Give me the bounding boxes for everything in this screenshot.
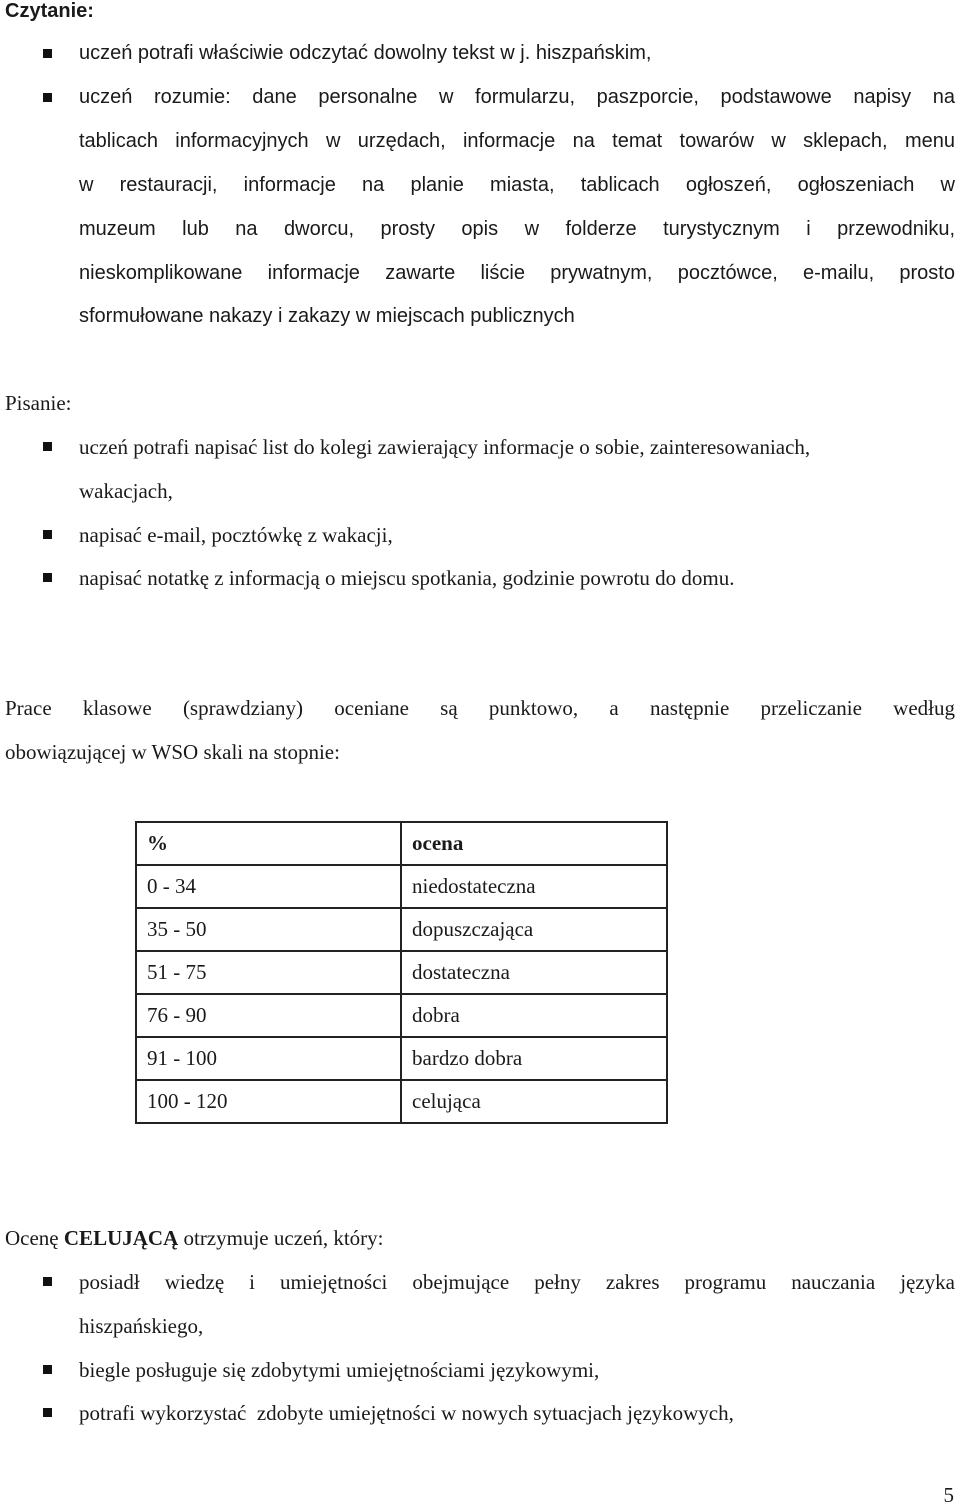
excellent-heading-prefix: Ocenę xyxy=(5,1226,64,1250)
table-header-row xyxy=(136,822,667,865)
bullet-icon xyxy=(43,1365,52,1374)
bullet-icon xyxy=(43,573,52,582)
grade-cell: dobra xyxy=(401,994,667,1037)
range-cell: 76 - 90 xyxy=(136,994,401,1037)
grade-cell: niedostateczna xyxy=(401,865,667,908)
range-cell: 51 - 75 xyxy=(136,951,401,994)
reading-item-1: uczeń potrafi właściwie odczytać dowolny tekst w j. hiszpańskim, xyxy=(79,42,652,64)
bullet-icon xyxy=(43,1408,52,1417)
excellent-item-3: potrafi wykorzystać zdobyte umiejętności w nowych sytuacjach językowych, xyxy=(79,1401,734,1425)
range-cell: 35 - 50 xyxy=(136,908,401,951)
table-row xyxy=(136,908,667,951)
writing-item-2: napisać e-mail, pocztówkę z wakacji, xyxy=(79,523,393,547)
reading-item-2-line-4: muzeum lub na dworcu, prosty opis w folderze turystycznym i przewodniku, xyxy=(79,218,955,240)
grade-cell: dostateczna xyxy=(401,951,667,994)
table-row xyxy=(136,951,667,994)
range-cell: 0 - 34 xyxy=(136,865,401,908)
table-row xyxy=(136,994,667,1037)
reading-item-2-line-5: nieskomplikowane informacje zawarte liście prywatnym, pocztówce, e-mailu, prosto xyxy=(79,262,955,284)
excellent-heading-bold: CELUJĄCĄ xyxy=(63,1226,179,1250)
bullet-icon xyxy=(43,442,52,451)
table-row xyxy=(136,865,667,908)
bullet-icon xyxy=(43,1277,52,1286)
writing-heading: Pisanie: xyxy=(5,391,72,415)
reading-item-2-line-2: tablicach informacyjnych w urzędach, informacje na temat towarów w sklepach, menu xyxy=(79,130,955,152)
grade-cell: bardzo dobra xyxy=(401,1037,667,1080)
intro-line-2: obowiązującej w WSO skali na stopnie: xyxy=(5,740,340,764)
bullet-icon xyxy=(43,530,52,539)
reading-item-2-line-3: w restauracji, informacje na planie miasta, tablicach ogłoszeń, ogłoszeniach w xyxy=(79,174,955,196)
bullet-icon xyxy=(43,49,52,58)
excellent-heading xyxy=(5,1226,384,1251)
reading-item-2-line-1: uczeń rozumie: dane personalne w formularzu, paszporcie, podstawowe napisy na xyxy=(79,86,955,108)
grade-cell: dopuszczająca xyxy=(401,908,667,951)
reading-item-2-line-6: sformułowane nakazy i zakazy w miejscach publicznych xyxy=(79,305,575,327)
bullet-icon xyxy=(43,93,52,102)
range-cell: 100 - 120 xyxy=(136,1080,401,1123)
excellent-item-1-line-2: hiszpańskiego, xyxy=(79,1314,204,1338)
intro-line-1: Prace klasowe (sprawdziany) oceniane są punktowo, a następnie przeliczanie według xyxy=(5,696,955,720)
header-percent: % xyxy=(136,822,401,865)
writing-item-1-line-2: wakacjach, xyxy=(79,479,173,503)
writing-item-1-line-1: uczeń potrafi napisać list do kolegi zawierający informacje o sobie, zainteresowaniach, xyxy=(79,435,811,459)
grade-cell: celująca xyxy=(401,1080,667,1123)
table-row xyxy=(136,1080,667,1123)
page-number: 5 xyxy=(943,1483,954,1507)
header-grade: ocena xyxy=(401,822,667,865)
grades-table xyxy=(135,821,668,1124)
excellent-item-2: biegle posługuje się zdobytymi umiejętnościami językowymi, xyxy=(79,1358,600,1382)
excellent-item-1-line-1: posiadł wiedzę i umiejętności obejmujące pełny zakres programu nauczania języka xyxy=(79,1270,955,1294)
writing-item-3: napisać notatkę z informacją o miejscu spotkania, godzinie powrotu do domu. xyxy=(79,566,735,590)
reading-heading: Czytanie: xyxy=(5,0,94,22)
excellent-heading-suffix: otrzymuje uczeń, który: xyxy=(178,1226,384,1250)
range-cell: 91 - 100 xyxy=(136,1037,401,1080)
table-row xyxy=(136,1037,667,1080)
